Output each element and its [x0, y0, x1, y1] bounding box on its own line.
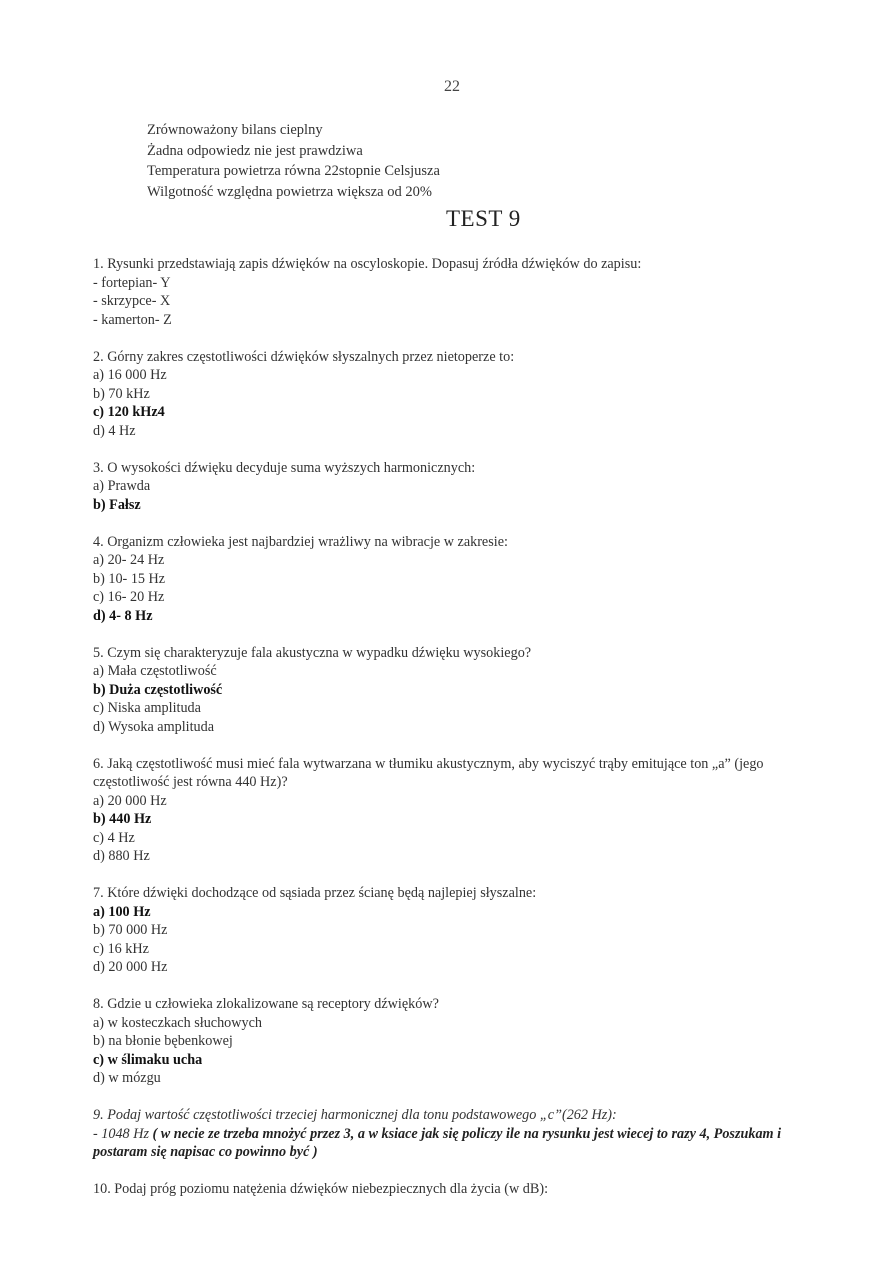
answer-option-correct: c) 120 kHz4	[93, 404, 165, 420]
answer-option-correct: c) w ślimaku ucha	[93, 1051, 203, 1068]
answer-option: b) 10- 15 Hz	[93, 570, 166, 587]
answer-option-correct: b) Fałsz	[93, 496, 141, 513]
answer-option: d) 20 000 Hz	[93, 959, 168, 975]
answer-option: b) 70 kHz	[93, 385, 150, 402]
question-stem: 4. Organizm człowieka jest najbardziej wrażliwy na wibracje w zakresie:	[93, 533, 508, 550]
question-stem: 2. Górny zakres częstotliwości dźwięków słyszalnych przez nietoperze to:	[93, 348, 515, 365]
question-stem: 7. Które dźwięki dochodzące od sąsiada przez ścianę będą najlepiej słyszalne:	[93, 885, 537, 901]
answer-option: - kamerton- Z	[93, 311, 172, 328]
answer-option: d) 880 Hz	[93, 848, 150, 864]
answer-option: a) w kosteczkach słuchowych	[93, 1014, 263, 1031]
intro-line: Wilgotność względna powietrza większa od 20%	[147, 183, 432, 200]
answer-option: d) w mózgu	[93, 1070, 161, 1086]
intro-line: Żadna odpowiedz nie jest prawdziwa	[147, 142, 363, 159]
answer-option-correct: b) Duża częstotliwość	[93, 681, 223, 698]
question-6	[93, 755, 823, 866]
answer-option: c) 16 kHz	[93, 940, 149, 957]
answer-option-correct: a) 100 Hz	[93, 903, 151, 920]
answer-option: a) 20- 24 Hz	[93, 552, 165, 568]
question-stem: 5. Czym się charakteryzuje fala akustyczna w wypadku dźwięku wysokiego?	[93, 644, 532, 661]
answer-option: a) 20 000 Hz	[93, 792, 167, 809]
answer-option: - fortepian- Y	[93, 274, 171, 291]
question-7	[93, 884, 823, 977]
answer-option: c) 4 Hz	[93, 829, 135, 846]
answer-value: - 1048 Hz	[93, 1125, 153, 1142]
question-stem: 10. Podaj próg poziomu natężenia dźwięków niebezpiecznych dla życia (w dB):	[93, 1181, 549, 1197]
answer-option: b) 70 000 Hz	[93, 922, 168, 938]
question-5	[93, 644, 823, 737]
test-title: TEST 9	[446, 206, 521, 231]
answer-text	[93, 1125, 823, 1162]
answer-option: d) Wysoka amplituda	[93, 718, 215, 735]
question-1	[93, 255, 823, 329]
answer-option: - skrzypce- X	[93, 293, 171, 309]
question-3	[93, 459, 823, 515]
answer-option: d) 4 Hz	[93, 422, 136, 439]
question-4	[93, 533, 823, 626]
answer-option: b) na błonie bębenkowej	[93, 1033, 233, 1049]
intro-lines	[147, 120, 440, 202]
question-stem: 1. Rysunki przedstawiają zapis dźwięków na oscyloskopie. Dopasuj źródła dźwięków do zapisu:	[93, 256, 642, 272]
question-10	[93, 1180, 823, 1199]
question-9	[93, 1106, 823, 1162]
intro-line: Zrównoważony bilans cieplny	[147, 122, 323, 138]
questions	[93, 255, 823, 1217]
question-stem: 6. Jaką częstotliwość musi mieć fala wytwarzana w tłumiku akustycznym, aby wyciszyć trąby emitujące ton „a” (jego częstotliwość jest równa 440 Hz)?	[93, 755, 764, 790]
answer-option: a) Prawda	[93, 478, 151, 494]
question-2	[93, 348, 823, 441]
answer-option: c) 16- 20 Hz	[93, 589, 165, 605]
page-number: 22	[444, 78, 460, 95]
answer-option-correct: b) 440 Hz	[93, 811, 152, 827]
answer-option: a) 16 000 Hz	[93, 367, 167, 383]
answer-note: ( w necie ze trzeba mnożyć przez 3, a w ksiace jak się policzy ile na rysunku jest wiecej to razy 4, Poszukam i postaram się napisac co powinno być )	[93, 1125, 782, 1160]
answer-option: a) Mała częstotliwość	[93, 663, 217, 679]
intro-line: Temperatura powietrza równa 22stopnie Celsjusza	[147, 163, 440, 179]
answer-option: c) Niska amplituda	[93, 700, 201, 716]
answer-option-correct: d) 4- 8 Hz	[93, 607, 153, 624]
question-stem: 8. Gdzie u człowieka zlokalizowane są receptory dźwięków?	[93, 996, 439, 1012]
question-8	[93, 995, 823, 1088]
question-stem: 9. Podaj wartość częstotliwości trzeciej harmonicznej dla tonu podstawowego „c”(262 Hz):	[93, 1107, 617, 1123]
question-stem: 3. O wysokości dźwięku decyduje suma wyższych harmonicznych:	[93, 459, 476, 476]
